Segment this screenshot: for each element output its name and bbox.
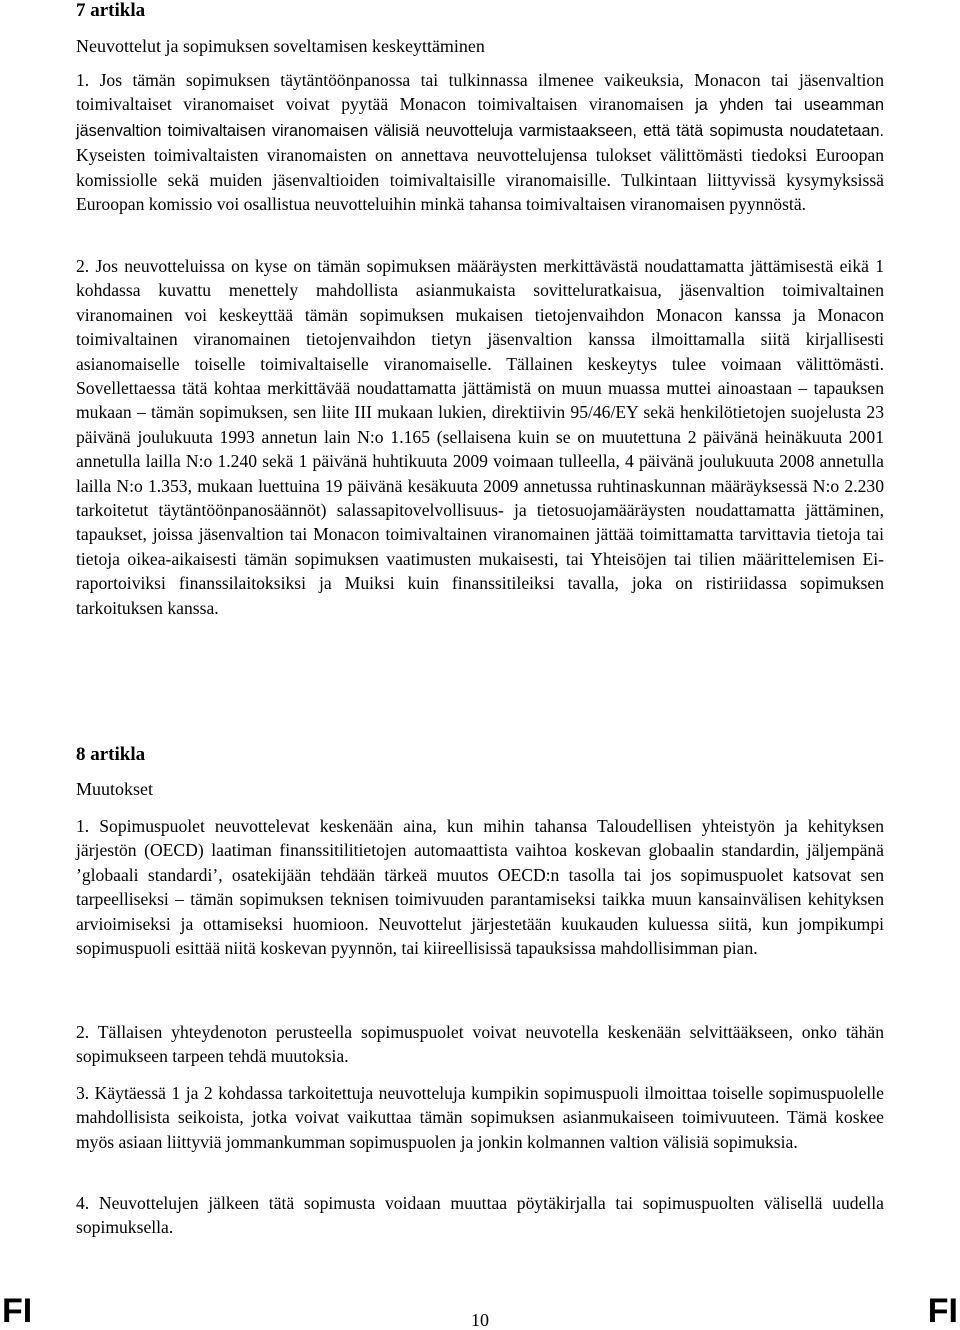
article-8-paragraph-3: 3. Käytäessä 1 ja 2 kohdassa tarkoitettuja neuvotteluja kumpikin sopimuspuoli ilmoittaa toiselle sopimuspuolelle mahdollisista seikoista, jotka voivat vaikuttaa tämän sopimuksen asianmukaiseen toimivuuteen. Tämä koskee myös asiaan liittyviä jommankumman sopimuspuolen ja jonkin kolmannen valtion välisiä sopimuksia. bbox=[76, 1083, 884, 1152]
footer-language-code-left: FI bbox=[2, 1292, 33, 1330]
article-7-paragraph-2: 2. Jos neuvotteluissa on kyse on tämän sopimuksen määräysten merkittävästä noudattamatta jättämisestä eikä 1 kohdassa kuvattu menettely mahdollista asianmukaista sovitteluratkaisua, jäsenvaltion toimivaltainen viranomainen voi keskeyttää tämän sopimuksen mukaisen tietojenvaihdon Monacon kanssa ja Monacon toimivaltainen viranomainen tietojenvaihdon tietyn jäsenvaltion kanssa ilmoittamalla siitä kirjallisesti asianomaiselle toiselle toimivaltaiselle viranomaiselle. Tällainen keskeytys tulee voimaan välittömästi. Sovellettaessa tätä kohtaa merkittävää noudattamatta jättämistä on muun muassa muttei ainoastaan – tapauksen mukaan – tämän sopimuksen, sen liite III mukaan lukien, direktiivin 95/46/EY sekä henkilötietojen suojelusta 23 päivänä joulukuuta 1993 annetun lain N:o 1.165 (sellaisena kuin se on muutettuna 2 päivänä heinäkuuta 2001 annetulla lailla N:o 1.240 sekä 1 päivänä huhtikuuta 2009 voimaan tulleella, 4 päivänä joulukuuta 2008 annetulla lailla N:o 1.353, mukaan luettuina 19 päivänä kesäkuuta 2009 annetussa ruhtinaskunnan määräyksessä N:o 2.230 tarkoitetut täytäntöönpanosäännöt) salassapitovelvollisuus- ja tietosuojamääräysten noudattamatta jättäminen, tapaukset, joissa jäsenvaltion tai Monacon toimivaltainen viranomainen jättää toimittamatta tarvittavia tietoja tai tietoja oikea-aikaisesti tämän sopimuksen vaatimusten mukaisesti, tai Yhteisöjen tai tilien määrittelemisen Ei-raportoiviksi finanssilaitoksiksi ja Muiksi kuin finanssitileiksi tavalla, joka on ristiriidassa sopimuksen tarkoituksen kanssa. bbox=[76, 256, 884, 618]
article-8-paragraph-4: 4. Neuvottelujen jälkeen tätä sopimusta voidaan muuttaa pöytäkirjalla tai sopimuspuolten välisellä uudella sopimuksella. bbox=[76, 1193, 884, 1238]
article-7-subheading: Neuvottelut ja sopimuksen soveltamisen keskeyttäminen bbox=[76, 36, 485, 56]
article-7-paragraph-1-part-b: ja yhden tai useamman jäsenvaltion toimivaltaisen viranomaisen välisiä neuvotteluja varmistaakseen, että tätä sopimusta noudatetaan. bbox=[76, 96, 884, 140]
article-8-subheading: Muutokset bbox=[76, 779, 154, 799]
footer-language-code-right: FI bbox=[927, 1292, 958, 1330]
page-number: 10 bbox=[471, 1310, 489, 1330]
article-7-paragraph-1-part-a: 1. Jos tämän sopimuksen täytäntöönpanossa tai tulkinnassa ilmenee vaikeuksia, Monacon tai jäsenvaltion toimivaltaiset viranomaiset voivat pyytää Monacon toimivaltaisen viranomaisen bbox=[76, 70, 884, 115]
article-8-paragraph-2: 2. Tällaisen yhteydenoton perusteella sopimuspuolet voivat neuvotella keskenään selvittääkseen, onko tähän sopimukseen tarpeen tehdä muutoksia. bbox=[76, 1022, 884, 1067]
article-7-paragraph-1-part-c: Kyseisten toimivaltaisten viranomaisten on annettava neuvottelujensa tulokset välittömästi tiedoksi Euroopan komissiolle sekä muiden jäsenvaltioiden toimivaltaisille viranomaisille. Tulkintaan liittyvissä kysymyksissä Euroopan komissio voi osallistua neuvotteluihin minkä tahansa toimivaltaisen viranomaisen pyynnöstä. bbox=[76, 145, 884, 215]
article-7-heading: 7 artikla bbox=[76, 0, 146, 21]
article-8-paragraph-1: 1. Sopimuspuolet neuvottelevat keskenään aina, kun mihin tahansa Taloudellisen yhteistyön ja kehityksen järjestön (OECD) laatiman finanssitilitietojen automaattista vaihtoa koskevan globaalin standardin, jäljempänä ’globaali standardi’, osatekijään tehdään tärkeä muutos OECD:n tasolla tai jos sopimuspuolet katsovat sen tarpeelliseksi – tämän sopimuksen teknisen toimivuuden parantamiseksi taikka muun kansainvälisen kehityksen arvioimiseksi ja ottamiseksi huomioon. Neuvottelut järjestetään kuukauden kuluessa siitä, kun jompikumpi sopimuspuoli esittää niitä koskevan pyynnön, tai kiireellisissä tapauksissa mahdollisimman pian. bbox=[76, 816, 884, 959]
article-8-heading: 8 artikla bbox=[76, 744, 146, 765]
article-7-paragraph-1 bbox=[76, 68, 884, 216]
